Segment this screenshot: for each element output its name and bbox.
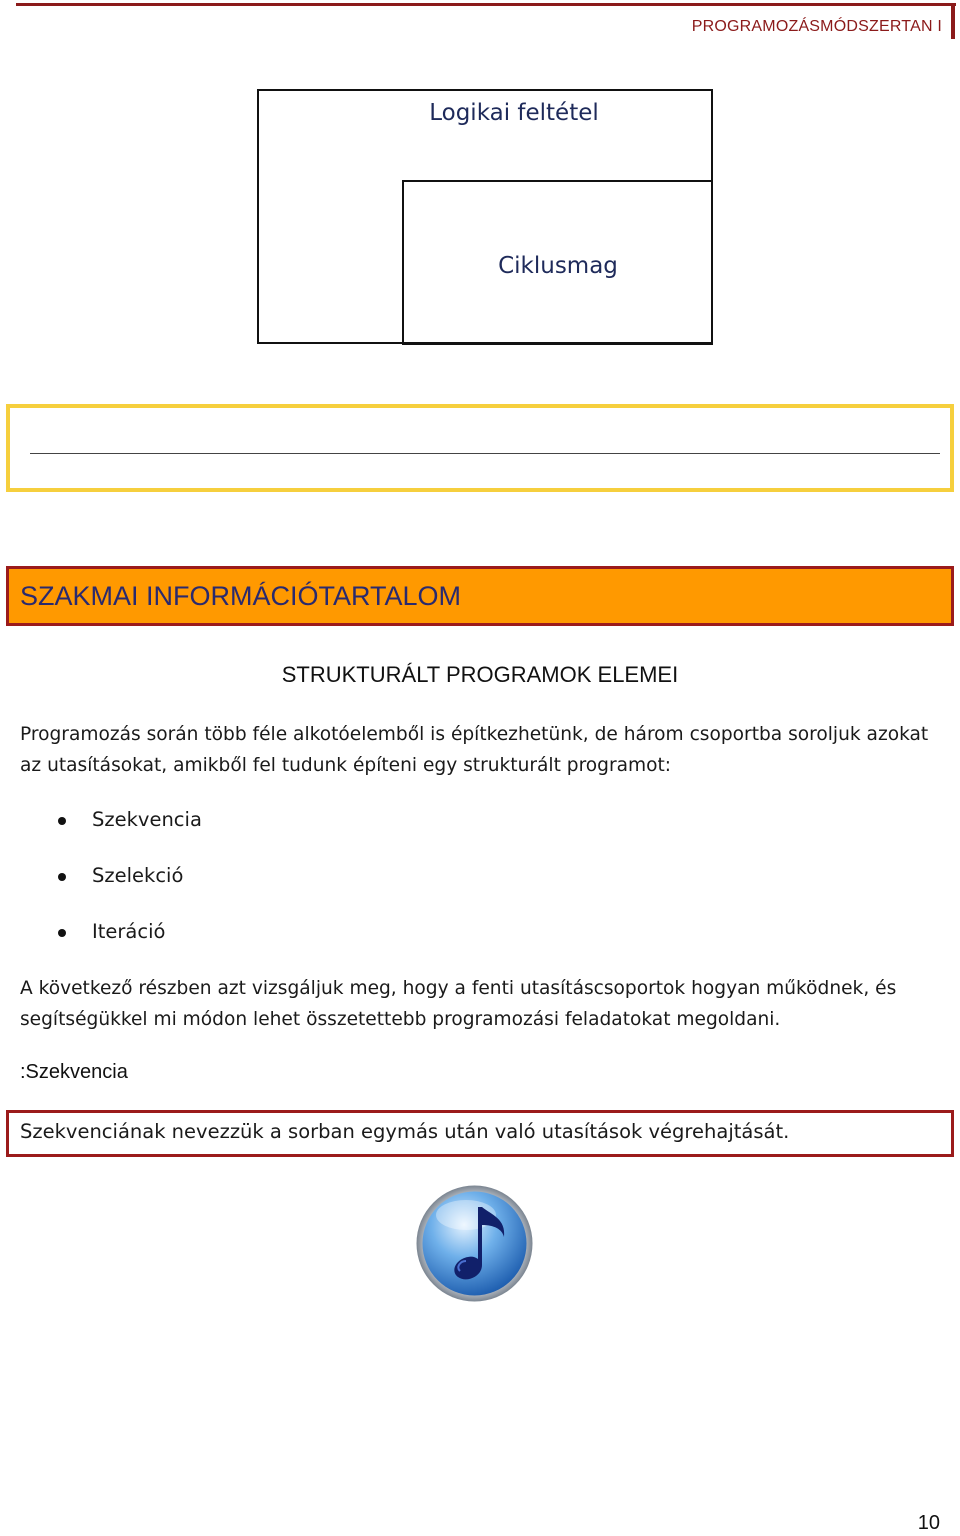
answer-line[interactable] — [30, 453, 940, 454]
list-item-szekvencia: Szekvencia — [92, 808, 202, 831]
section-banner-title: SZAKMAI INFORMÁCIÓTARTALOM — [20, 581, 462, 611]
bullet-marker — [58, 873, 66, 881]
list-item-szelekcio: Szelekció — [92, 864, 184, 887]
subheading-szekvencia: :Szekvencia — [20, 1061, 128, 1083]
music-note-icon-graphic — [416, 1185, 533, 1302]
loop-condition-label: Logikai feltétel — [429, 100, 599, 126]
answer-box — [6, 404, 954, 492]
definition-text: Szekvenciának nevezzük a sorban egymás után való utasítások végrehajtását. — [20, 1120, 790, 1143]
list-item-iteracio: Iteráció — [92, 920, 166, 943]
followup-paragraph: A következő részben azt vizsgáljuk meg, hogy a fenti utasításcsoportok hogyan működnek, és segítségükkel mi módon lehet összetettebb programozási feladatokat megoldani. — [20, 978, 897, 1030]
bullet-marker — [58, 929, 66, 937]
header-title: PROGRAMOZÁSMÓDSZERTAN I — [691, 18, 942, 35]
music-note-icon[interactable] — [416, 1185, 533, 1302]
header-rule — [16, 3, 956, 6]
page-number: 10 — [917, 1512, 940, 1534]
header-rule-side — [951, 3, 955, 39]
section-heading: STRUKTURÁLT PROGRAMOK ELEMEI — [281, 662, 679, 687]
bullet-marker — [58, 817, 66, 825]
loop-body-label: Ciklusmag — [498, 253, 618, 279]
intro-paragraph: Programozás során több féle alkotóelemből is építkezhetünk, de három csoportba soroljuk azokat az utasításokat, amikből fel tudunk építeni egy strukturált programot: — [20, 724, 929, 776]
